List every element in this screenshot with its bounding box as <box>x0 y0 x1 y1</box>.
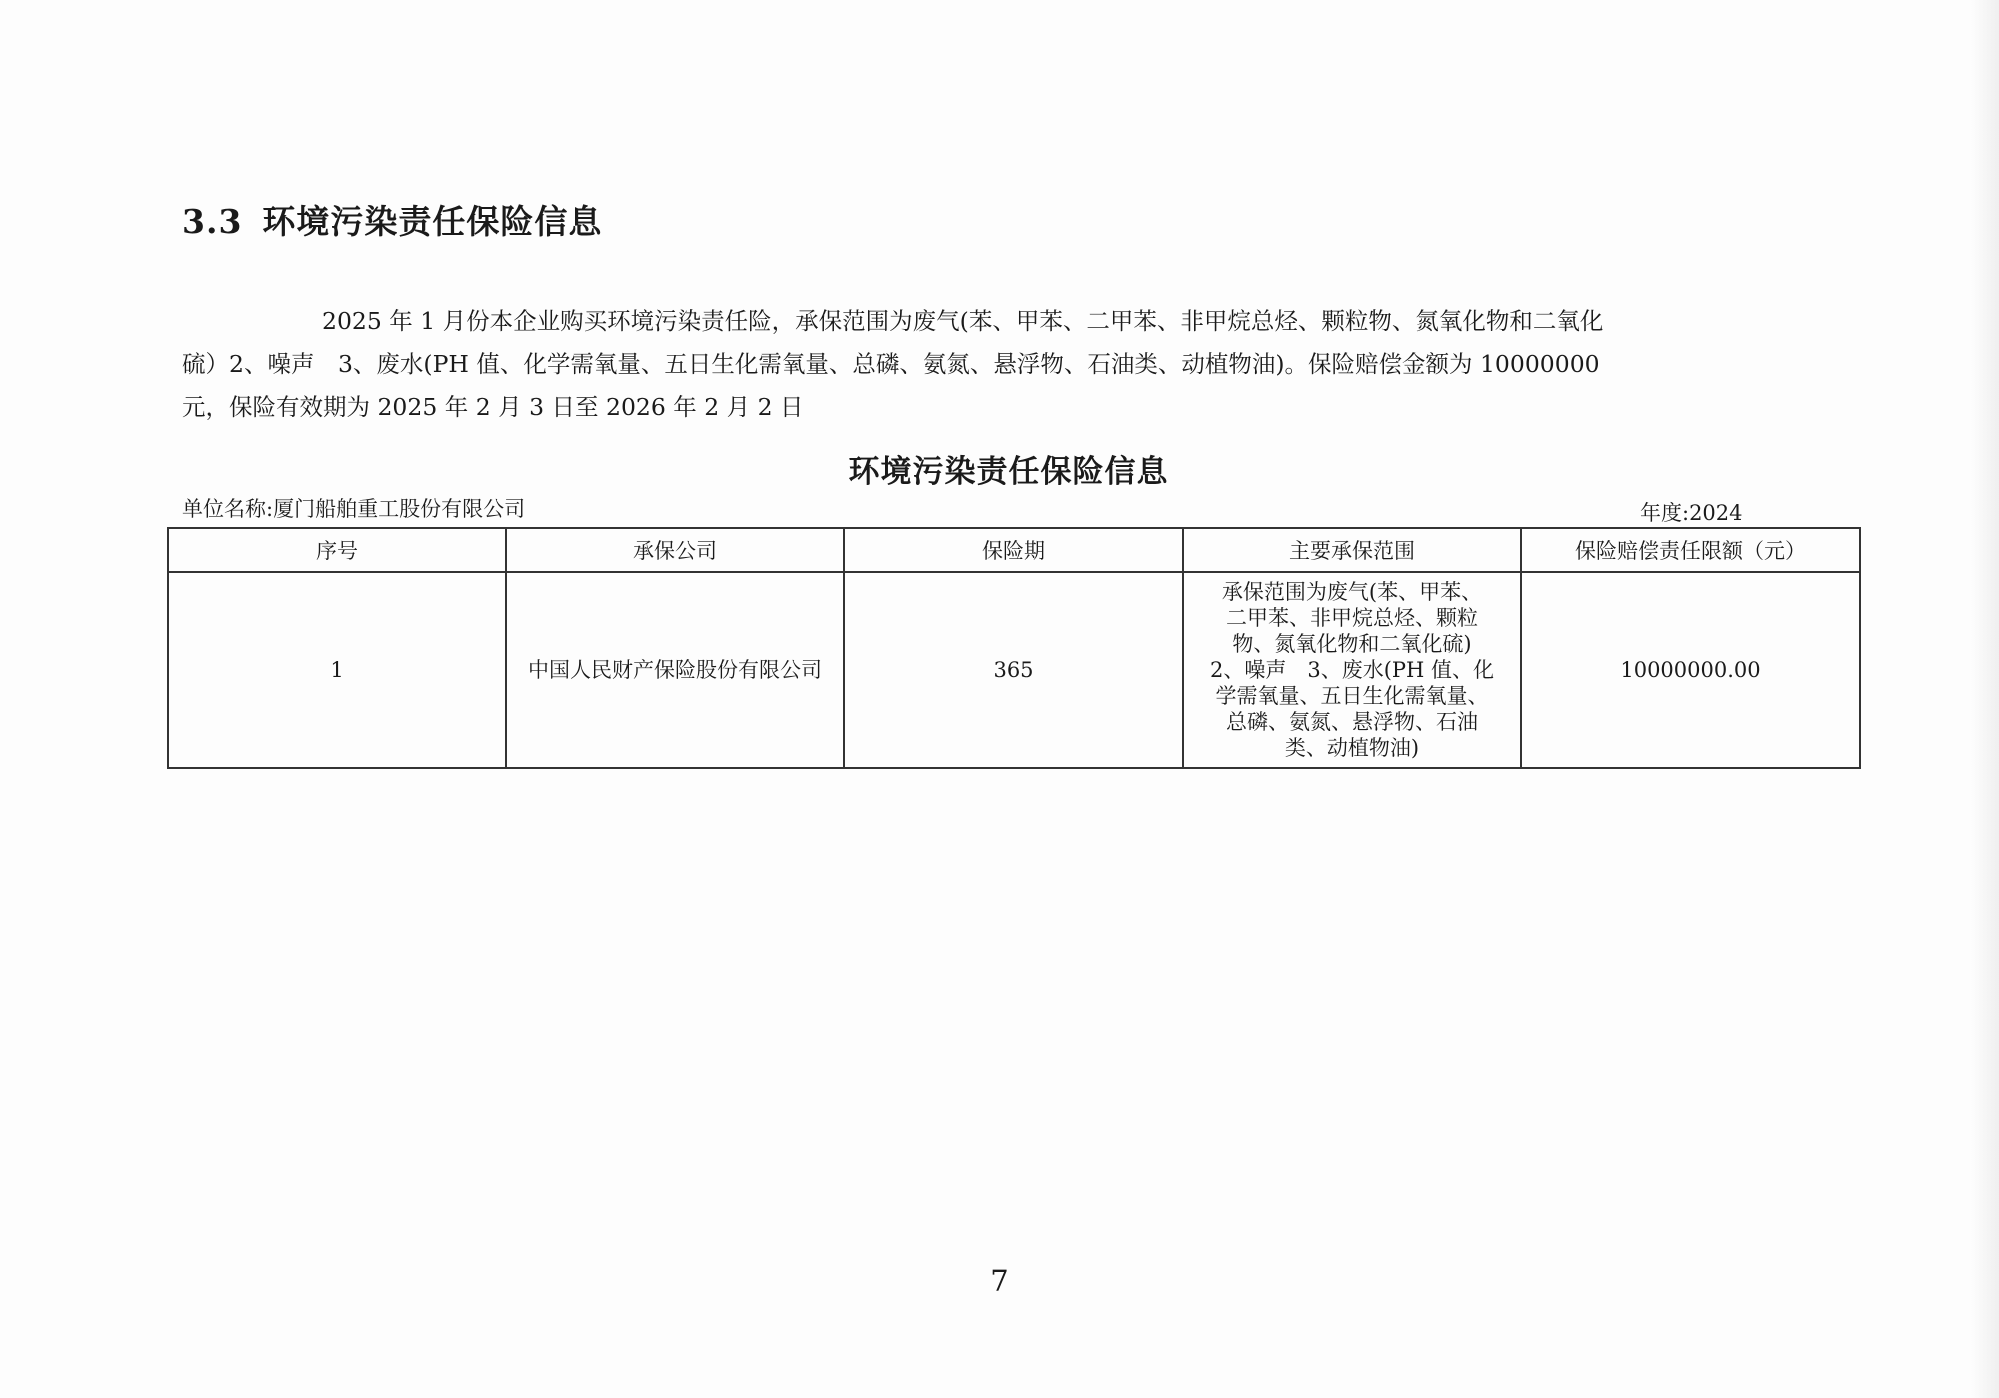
table-header-row <box>168 528 1860 572</box>
header-scope: 主要承保范围 <box>1183 528 1521 572</box>
section-number: 3.3 <box>182 202 243 241</box>
section-title: 环境污染责任保险信息 <box>262 202 603 241</box>
cell-period: 365 <box>844 572 1183 768</box>
header-index: 序号 <box>168 528 506 572</box>
cell-scope <box>1183 572 1521 768</box>
cell-index: 1 <box>168 572 506 768</box>
scope-line: 总磷、氨氮、悬浮物、石油 <box>1226 710 1478 734</box>
cell-insurer: 中国人民财产保险股份有限公司 <box>506 572 844 768</box>
scope-line: 类、动植物油) <box>1284 736 1420 760</box>
paragraph-line: 2025 年 1 月份本企业购买环境污染责任险，承保范围为废气(苯、甲苯、二甲苯、非甲烷总烃、颗粒物、氮氧化物和二氧化 <box>322 307 1604 335</box>
scope-line: 2、噪声 3、废水(PH 值、化 <box>1209 658 1495 682</box>
table-title: 环境污染责任保险信息 <box>848 454 1169 490</box>
scope-line: 承保范围为废气(苯、甲苯、 <box>1221 580 1483 604</box>
insurance-table <box>167 527 1861 769</box>
header-period: 保险期 <box>844 528 1183 572</box>
paragraph-line: 元，保险有效期为 2025 年 2 月 3 日至 2026 年 2 月 2 日 <box>182 393 804 421</box>
scope-line: 学需氧量、五日生化需氧量、 <box>1215 684 1489 708</box>
section-heading <box>182 196 602 243</box>
report-year: 年度:2024 <box>1640 501 1743 525</box>
header-limit: 保险赔偿责任限额（元） <box>1521 528 1860 572</box>
cell-limit: 10000000.00 <box>1521 572 1860 768</box>
scan-edge-shadow <box>1971 0 1999 1398</box>
page-number: 7 <box>990 1264 1009 1298</box>
table-row <box>168 572 1860 768</box>
unit-name: 单位名称:厦门船舶重工股份有限公司 <box>182 497 526 521</box>
paragraph-line: 硫）2、噪声 3、废水(PH 值、化学需氧量、五日生化需氧量、总磷、氨氮、悬浮物、石油类、动植物油)。保险赔偿金额为 10000000 <box>182 350 1600 378</box>
header-insurer: 承保公司 <box>506 528 844 572</box>
scope-line: 物、氮氧化物和二氧化硫) <box>1232 632 1472 656</box>
insurance-paragraph <box>182 300 1862 429</box>
scope-line: 二甲苯、非甲烷总烃、颗粒 <box>1226 606 1478 630</box>
